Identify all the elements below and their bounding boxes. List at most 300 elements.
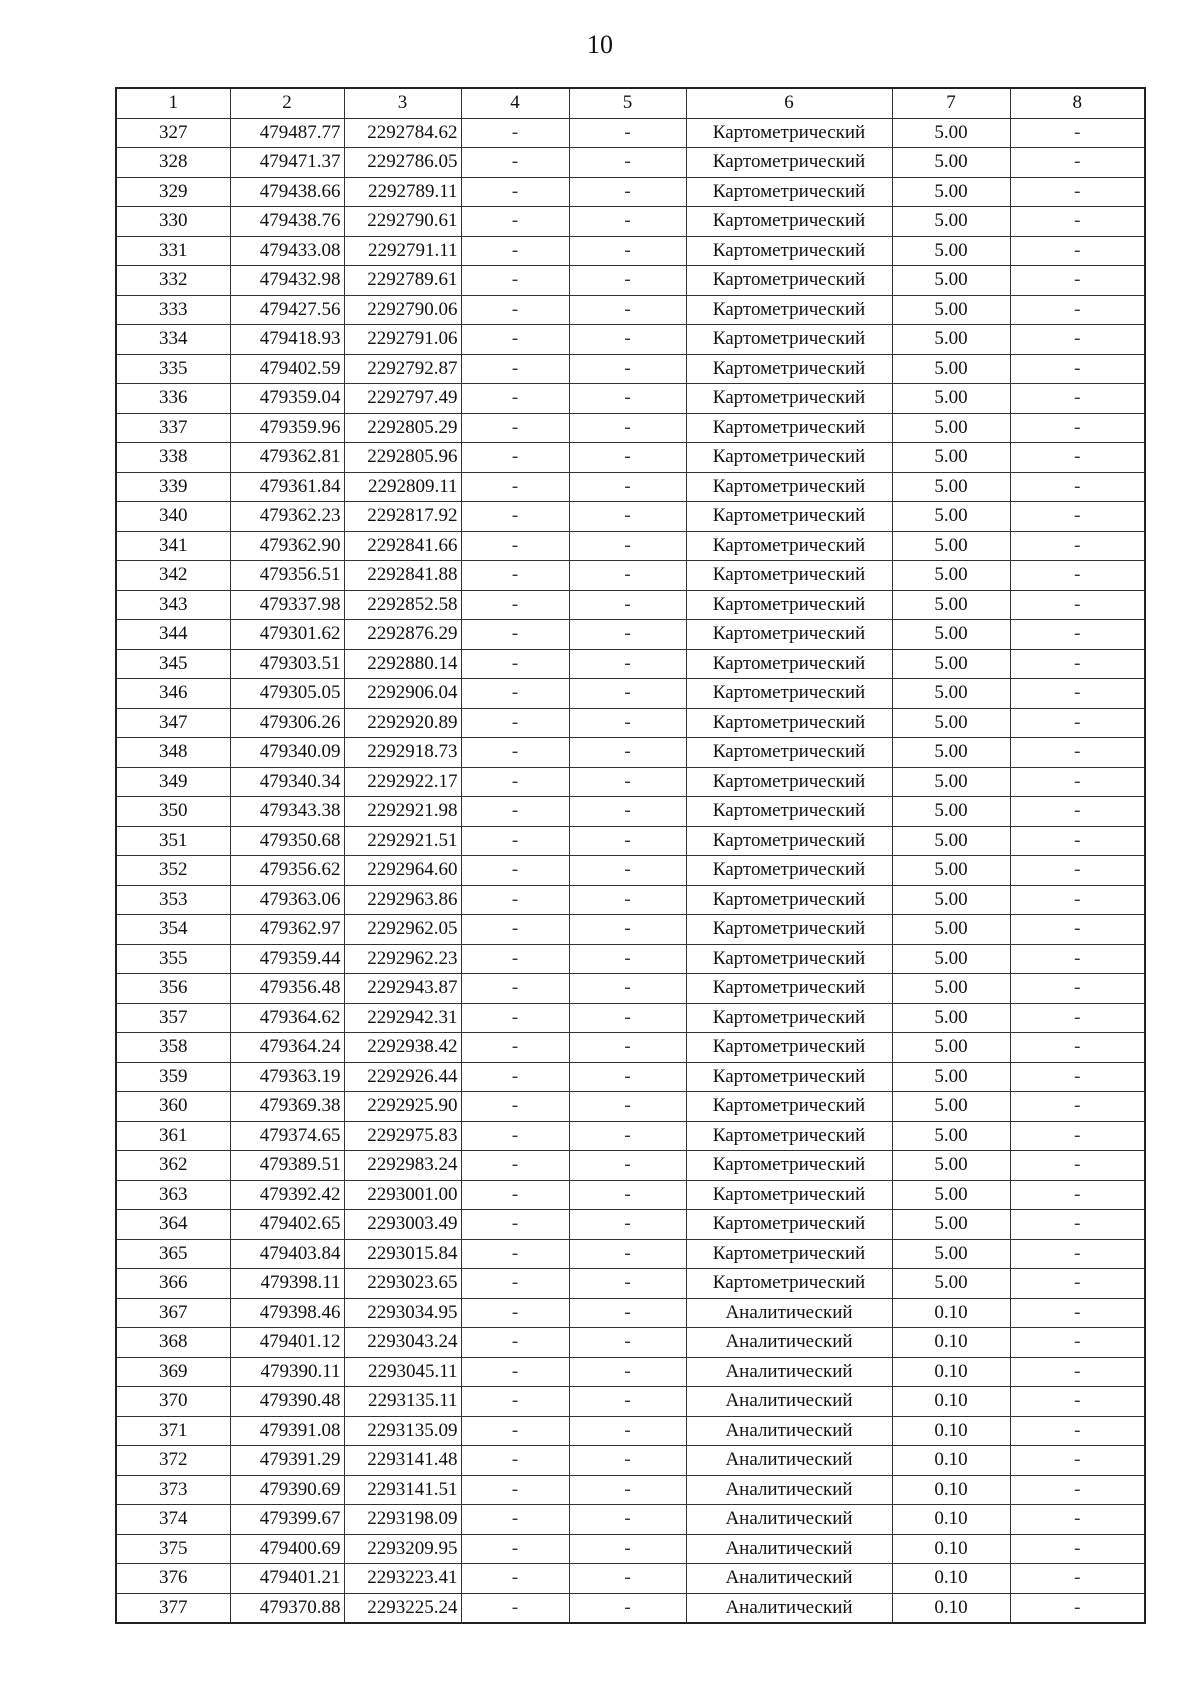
cell-accuracy: 0.10 (892, 1446, 1010, 1476)
cell-method: Картометрический (686, 295, 892, 325)
cell-x-coordinate: 479374.65 (230, 1121, 344, 1151)
cell-col8-value: - (1010, 443, 1145, 473)
cell-col4-value: - (461, 295, 569, 325)
cell-col8-value: - (1010, 708, 1145, 738)
cell-method: Картометрический (686, 649, 892, 679)
cell-x-coordinate: 479401.12 (230, 1328, 344, 1358)
table-row (116, 236, 1145, 266)
cell-col4-value: - (461, 354, 569, 384)
cell-col5-value: - (569, 443, 686, 473)
cell-point-number: 359 (116, 1062, 230, 1092)
cell-method: Картометрический (686, 1210, 892, 1240)
cell-y-coordinate: 2292922.17 (344, 767, 461, 797)
cell-point-number: 342 (116, 561, 230, 591)
cell-col5-value: - (569, 915, 686, 945)
column-header-6: 6 (686, 88, 892, 118)
cell-col4-value: - (461, 1062, 569, 1092)
cell-point-number: 354 (116, 915, 230, 945)
cell-col5-value: - (569, 1328, 686, 1358)
table-row (116, 118, 1145, 148)
cell-point-number: 329 (116, 177, 230, 207)
cell-x-coordinate: 479356.62 (230, 856, 344, 886)
cell-col4-value: - (461, 1151, 569, 1181)
cell-col5-value: - (569, 1505, 686, 1535)
cell-col8-value: - (1010, 1062, 1145, 1092)
cell-accuracy: 5.00 (892, 413, 1010, 443)
cell-x-coordinate: 479356.48 (230, 974, 344, 1004)
cell-col4-value: - (461, 767, 569, 797)
cell-accuracy: 5.00 (892, 531, 1010, 561)
cell-y-coordinate: 2292962.05 (344, 915, 461, 945)
cell-col4-value: - (461, 1564, 569, 1594)
cell-point-number: 350 (116, 797, 230, 827)
cell-y-coordinate: 2292921.98 (344, 797, 461, 827)
cell-method: Картометрический (686, 944, 892, 974)
cell-y-coordinate: 2292918.73 (344, 738, 461, 768)
cell-method: Аналитический (686, 1357, 892, 1387)
cell-accuracy: 5.00 (892, 738, 1010, 768)
cell-method: Аналитический (686, 1328, 892, 1358)
cell-point-number: 335 (116, 354, 230, 384)
cell-y-coordinate: 2293225.24 (344, 1593, 461, 1623)
table-row (116, 1210, 1145, 1240)
cell-x-coordinate: 479438.76 (230, 207, 344, 237)
cell-y-coordinate: 2293023.65 (344, 1269, 461, 1299)
cell-col4-value: - (461, 1475, 569, 1505)
cell-accuracy: 5.00 (892, 1033, 1010, 1063)
table-row (116, 1387, 1145, 1417)
cell-method: Аналитический (686, 1387, 892, 1417)
cell-col8-value: - (1010, 826, 1145, 856)
table-row (116, 1564, 1145, 1594)
cell-col4-value: - (461, 1416, 569, 1446)
table-row (116, 679, 1145, 709)
cell-point-number: 376 (116, 1564, 230, 1594)
cell-col4-value: - (461, 561, 569, 591)
cell-point-number: 336 (116, 384, 230, 414)
table-row (116, 1593, 1145, 1623)
cell-col4-value: - (461, 177, 569, 207)
cell-x-coordinate: 479487.77 (230, 118, 344, 148)
cell-method: Картометрический (686, 561, 892, 591)
cell-method: Картометрический (686, 1239, 892, 1269)
cell-col8-value: - (1010, 767, 1145, 797)
cell-col5-value: - (569, 1092, 686, 1122)
cell-method: Картометрический (686, 207, 892, 237)
cell-col8-value: - (1010, 1092, 1145, 1122)
cell-x-coordinate: 479369.38 (230, 1092, 344, 1122)
cell-method: Картометрический (686, 413, 892, 443)
cell-col8-value: - (1010, 738, 1145, 768)
cell-method: Картометрический (686, 826, 892, 856)
table-row (116, 1062, 1145, 1092)
table-row (116, 354, 1145, 384)
cell-x-coordinate: 479399.67 (230, 1505, 344, 1535)
cell-col8-value: - (1010, 974, 1145, 1004)
cell-col5-value: - (569, 1033, 686, 1063)
cell-point-number: 334 (116, 325, 230, 355)
cell-col8-value: - (1010, 1033, 1145, 1063)
cell-col8-value: - (1010, 502, 1145, 532)
cell-col8-value: - (1010, 207, 1145, 237)
cell-col4-value: - (461, 826, 569, 856)
cell-col5-value: - (569, 118, 686, 148)
cell-y-coordinate: 2293223.41 (344, 1564, 461, 1594)
cell-x-coordinate: 479343.38 (230, 797, 344, 827)
table-body (116, 118, 1145, 1623)
cell-y-coordinate: 2293034.95 (344, 1298, 461, 1328)
table-row (116, 1151, 1145, 1181)
cell-col8-value: - (1010, 1505, 1145, 1535)
cell-point-number: 361 (116, 1121, 230, 1151)
cell-y-coordinate: 2293001.00 (344, 1180, 461, 1210)
cell-point-number: 370 (116, 1387, 230, 1417)
cell-method: Аналитический (686, 1505, 892, 1535)
cell-method: Картометрический (686, 1121, 892, 1151)
page-number: 10 (587, 30, 613, 59)
cell-point-number: 353 (116, 885, 230, 915)
cell-method: Картометрический (686, 974, 892, 1004)
cell-col8-value: - (1010, 885, 1145, 915)
cell-accuracy: 5.00 (892, 620, 1010, 650)
table-row (116, 148, 1145, 178)
table-row (116, 177, 1145, 207)
cell-method: Картометрический (686, 1151, 892, 1181)
cell-x-coordinate: 479402.59 (230, 354, 344, 384)
cell-x-coordinate: 479306.26 (230, 708, 344, 738)
cell-y-coordinate: 2292852.58 (344, 590, 461, 620)
cell-col8-value: - (1010, 915, 1145, 945)
table-row (116, 1003, 1145, 1033)
column-header-8: 8 (1010, 88, 1145, 118)
cell-col4-value: - (461, 1121, 569, 1151)
cell-x-coordinate: 479398.11 (230, 1269, 344, 1299)
cell-x-coordinate: 479362.23 (230, 502, 344, 532)
cell-accuracy: 5.00 (892, 118, 1010, 148)
cell-accuracy: 5.00 (892, 1062, 1010, 1092)
cell-point-number: 373 (116, 1475, 230, 1505)
cell-col8-value: - (1010, 1534, 1145, 1564)
cell-point-number: 363 (116, 1180, 230, 1210)
cell-col8-value: - (1010, 1003, 1145, 1033)
cell-method: Картометрический (686, 1003, 892, 1033)
cell-col4-value: - (461, 266, 569, 296)
cell-accuracy: 5.00 (892, 797, 1010, 827)
cell-col8-value: - (1010, 236, 1145, 266)
cell-col4-value: - (461, 915, 569, 945)
cell-accuracy: 5.00 (892, 856, 1010, 886)
column-header-7: 7 (892, 88, 1010, 118)
cell-point-number: 347 (116, 708, 230, 738)
cell-x-coordinate: 479398.46 (230, 1298, 344, 1328)
table-row (116, 1180, 1145, 1210)
coordinates-table (115, 87, 1146, 1624)
cell-accuracy: 5.00 (892, 826, 1010, 856)
cell-col5-value: - (569, 885, 686, 915)
cell-x-coordinate: 479403.84 (230, 1239, 344, 1269)
cell-accuracy: 5.00 (892, 502, 1010, 532)
cell-col4-value: - (461, 797, 569, 827)
cell-y-coordinate: 2292790.06 (344, 295, 461, 325)
cell-col8-value: - (1010, 1269, 1145, 1299)
cell-col5-value: - (569, 502, 686, 532)
cell-y-coordinate: 2292841.88 (344, 561, 461, 591)
cell-col4-value: - (461, 944, 569, 974)
cell-col8-value: - (1010, 1121, 1145, 1151)
cell-col5-value: - (569, 1151, 686, 1181)
cell-method: Картометрический (686, 325, 892, 355)
cell-col4-value: - (461, 590, 569, 620)
cell-x-coordinate: 479390.69 (230, 1475, 344, 1505)
cell-x-coordinate: 479350.68 (230, 826, 344, 856)
cell-col4-value: - (461, 856, 569, 886)
cell-accuracy: 5.00 (892, 1269, 1010, 1299)
cell-y-coordinate: 2292983.24 (344, 1151, 461, 1181)
cell-x-coordinate: 479389.51 (230, 1151, 344, 1181)
cell-x-coordinate: 479390.11 (230, 1357, 344, 1387)
cell-col4-value: - (461, 1210, 569, 1240)
cell-accuracy: 5.00 (892, 1210, 1010, 1240)
cell-col8-value: - (1010, 1446, 1145, 1476)
cell-y-coordinate: 2292975.83 (344, 1121, 461, 1151)
cell-y-coordinate: 2292786.05 (344, 148, 461, 178)
table-row (116, 915, 1145, 945)
cell-col5-value: - (569, 856, 686, 886)
cell-method: Картометрический (686, 797, 892, 827)
cell-y-coordinate: 2292784.62 (344, 118, 461, 148)
cell-method: Аналитический (686, 1475, 892, 1505)
cell-x-coordinate: 479391.08 (230, 1416, 344, 1446)
cell-method: Картометрический (686, 118, 892, 148)
cell-col8-value: - (1010, 1387, 1145, 1417)
cell-x-coordinate: 479438.66 (230, 177, 344, 207)
cell-point-number: 351 (116, 826, 230, 856)
cell-col4-value: - (461, 974, 569, 1004)
cell-col4-value: - (461, 1269, 569, 1299)
cell-accuracy: 0.10 (892, 1564, 1010, 1594)
cell-x-coordinate: 479359.04 (230, 384, 344, 414)
table-row (116, 1239, 1145, 1269)
cell-accuracy: 5.00 (892, 561, 1010, 591)
table-row (116, 1092, 1145, 1122)
cell-method: Картометрический (686, 502, 892, 532)
table-row (116, 856, 1145, 886)
cell-col4-value: - (461, 148, 569, 178)
cell-col8-value: - (1010, 1239, 1145, 1269)
cell-accuracy: 5.00 (892, 1121, 1010, 1151)
cell-x-coordinate: 479471.37 (230, 148, 344, 178)
column-header-2: 2 (230, 88, 344, 118)
cell-y-coordinate: 2292921.51 (344, 826, 461, 856)
table-row (116, 1475, 1145, 1505)
cell-col8-value: - (1010, 325, 1145, 355)
header-row (116, 88, 1145, 118)
cell-y-coordinate: 2292841.66 (344, 531, 461, 561)
cell-point-number: 358 (116, 1033, 230, 1063)
cell-method: Картометрический (686, 354, 892, 384)
cell-col5-value: - (569, 1416, 686, 1446)
cell-point-number: 337 (116, 413, 230, 443)
cell-y-coordinate: 2292809.11 (344, 472, 461, 502)
cell-point-number: 360 (116, 1092, 230, 1122)
cell-accuracy: 5.00 (892, 148, 1010, 178)
cell-x-coordinate: 479356.51 (230, 561, 344, 591)
table-row (116, 797, 1145, 827)
cell-point-number: 332 (116, 266, 230, 296)
cell-point-number: 368 (116, 1328, 230, 1358)
cell-accuracy: 0.10 (892, 1328, 1010, 1358)
cell-point-number: 339 (116, 472, 230, 502)
cell-col5-value: - (569, 1475, 686, 1505)
cell-col4-value: - (461, 502, 569, 532)
table-row (116, 1269, 1145, 1299)
cell-y-coordinate: 2292791.06 (344, 325, 461, 355)
cell-method: Картометрический (686, 384, 892, 414)
cell-point-number: 375 (116, 1534, 230, 1564)
cell-col8-value: - (1010, 472, 1145, 502)
cell-col4-value: - (461, 1593, 569, 1623)
cell-method: Картометрический (686, 148, 892, 178)
cell-method: Картометрический (686, 767, 892, 797)
table-row (116, 974, 1145, 1004)
cell-x-coordinate: 479392.42 (230, 1180, 344, 1210)
cell-col5-value: - (569, 1210, 686, 1240)
cell-method: Картометрический (686, 266, 892, 296)
cell-accuracy: 5.00 (892, 207, 1010, 237)
table-row (116, 413, 1145, 443)
table-row (116, 1534, 1145, 1564)
cell-point-number: 331 (116, 236, 230, 266)
cell-point-number: 349 (116, 767, 230, 797)
cell-accuracy: 5.00 (892, 590, 1010, 620)
cell-point-number: 366 (116, 1269, 230, 1299)
cell-col5-value: - (569, 236, 686, 266)
cell-col4-value: - (461, 1328, 569, 1358)
cell-col8-value: - (1010, 531, 1145, 561)
cell-y-coordinate: 2293141.48 (344, 1446, 461, 1476)
cell-col4-value: - (461, 649, 569, 679)
cell-accuracy: 5.00 (892, 767, 1010, 797)
cell-y-coordinate: 2292943.87 (344, 974, 461, 1004)
cell-y-coordinate: 2292805.29 (344, 413, 461, 443)
cell-col4-value: - (461, 738, 569, 768)
cell-col4-value: - (461, 1534, 569, 1564)
cell-method: Картометрический (686, 236, 892, 266)
cell-x-coordinate: 479340.09 (230, 738, 344, 768)
cell-x-coordinate: 479364.62 (230, 1003, 344, 1033)
cell-point-number: 367 (116, 1298, 230, 1328)
cell-accuracy: 5.00 (892, 236, 1010, 266)
cell-accuracy: 5.00 (892, 944, 1010, 974)
cell-point-number: 369 (116, 1357, 230, 1387)
cell-col5-value: - (569, 177, 686, 207)
table-row (116, 1357, 1145, 1387)
cell-col8-value: - (1010, 856, 1145, 886)
table-row (116, 738, 1145, 768)
table-row (116, 708, 1145, 738)
cell-col4-value: - (461, 1505, 569, 1535)
cell-col4-value: - (461, 325, 569, 355)
cell-col5-value: - (569, 354, 686, 384)
cell-x-coordinate: 479390.48 (230, 1387, 344, 1417)
cell-y-coordinate: 2292790.61 (344, 207, 461, 237)
cell-point-number: 371 (116, 1416, 230, 1446)
cell-col4-value: - (461, 1092, 569, 1122)
cell-col8-value: - (1010, 384, 1145, 414)
cell-accuracy: 5.00 (892, 1180, 1010, 1210)
cell-accuracy: 5.00 (892, 384, 1010, 414)
table-row (116, 207, 1145, 237)
cell-x-coordinate: 479337.98 (230, 590, 344, 620)
cell-col5-value: - (569, 1062, 686, 1092)
cell-col5-value: - (569, 679, 686, 709)
cell-method: Картометрический (686, 1033, 892, 1063)
cell-col8-value: - (1010, 266, 1145, 296)
cell-x-coordinate: 479362.97 (230, 915, 344, 945)
cell-accuracy: 5.00 (892, 443, 1010, 473)
cell-method: Аналитический (686, 1446, 892, 1476)
cell-col5-value: - (569, 649, 686, 679)
cell-col4-value: - (461, 207, 569, 237)
cell-col8-value: - (1010, 413, 1145, 443)
cell-method: Картометрический (686, 472, 892, 502)
cell-method: Аналитический (686, 1593, 892, 1623)
cell-x-coordinate: 479432.98 (230, 266, 344, 296)
table-row (116, 1446, 1145, 1476)
cell-method: Картометрический (686, 708, 892, 738)
cell-y-coordinate: 2292792.87 (344, 354, 461, 384)
cell-method: Аналитический (686, 1564, 892, 1594)
cell-y-coordinate: 2292791.11 (344, 236, 461, 266)
cell-col4-value: - (461, 531, 569, 561)
cell-x-coordinate: 479359.96 (230, 413, 344, 443)
cell-col5-value: - (569, 1564, 686, 1594)
cell-col4-value: - (461, 472, 569, 502)
cell-x-coordinate: 479370.88 (230, 1593, 344, 1623)
cell-col8-value: - (1010, 1593, 1145, 1623)
cell-col5-value: - (569, 708, 686, 738)
cell-accuracy: 5.00 (892, 266, 1010, 296)
cell-y-coordinate: 2292926.44 (344, 1062, 461, 1092)
cell-col5-value: - (569, 325, 686, 355)
table-row (116, 885, 1145, 915)
cell-x-coordinate: 479305.05 (230, 679, 344, 709)
cell-col8-value: - (1010, 295, 1145, 325)
table-header (116, 88, 1145, 118)
cell-col5-value: - (569, 1298, 686, 1328)
cell-y-coordinate: 2292789.11 (344, 177, 461, 207)
cell-col8-value: - (1010, 1210, 1145, 1240)
cell-accuracy: 5.00 (892, 1151, 1010, 1181)
cell-col8-value: - (1010, 177, 1145, 207)
cell-accuracy: 5.00 (892, 885, 1010, 915)
cell-col4-value: - (461, 443, 569, 473)
cell-col4-value: - (461, 1003, 569, 1033)
cell-accuracy: 5.00 (892, 708, 1010, 738)
cell-accuracy: 5.00 (892, 177, 1010, 207)
table-row (116, 826, 1145, 856)
cell-accuracy: 5.00 (892, 679, 1010, 709)
cell-col4-value: - (461, 1387, 569, 1417)
cell-col4-value: - (461, 1239, 569, 1269)
cell-accuracy: 5.00 (892, 325, 1010, 355)
cell-y-coordinate: 2293198.09 (344, 1505, 461, 1535)
cell-col5-value: - (569, 738, 686, 768)
cell-col4-value: - (461, 620, 569, 650)
cell-col5-value: - (569, 266, 686, 296)
cell-col4-value: - (461, 1180, 569, 1210)
cell-col8-value: - (1010, 1416, 1145, 1446)
